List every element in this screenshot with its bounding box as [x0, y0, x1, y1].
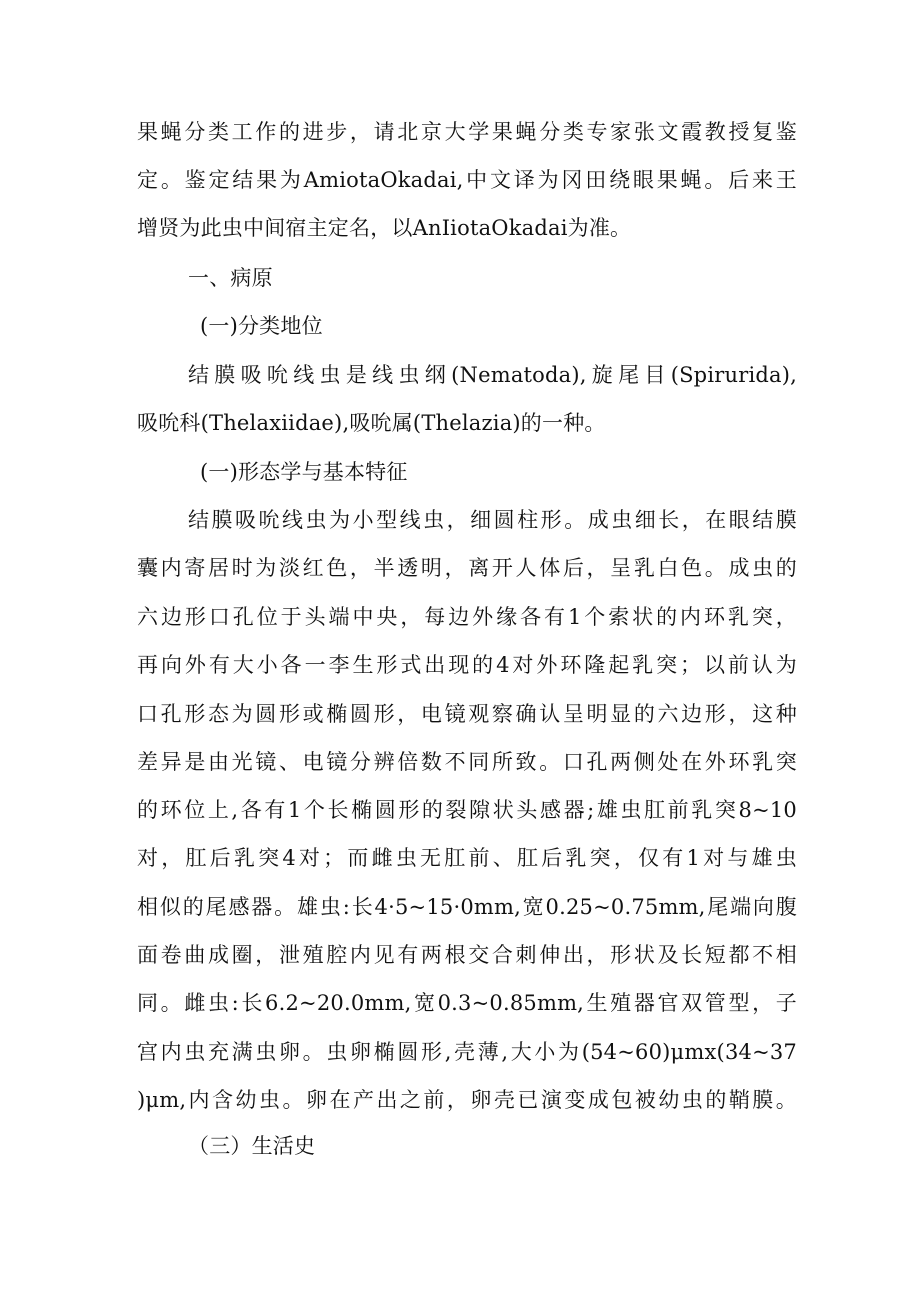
paragraph-line: 定。鉴定结果为AmiotaOkadai,中文译为冈田绕眼果蝇。后来王	[137, 168, 797, 192]
paragraph-line: 增贤为此虫中间宿主定名，以AnIiotaOkadai为准。	[137, 216, 632, 240]
paragraph-line: 六边形口孔位于头端中央，每边外缘各有1个索状的内环乳突，	[137, 605, 797, 629]
paragraph-line: )μm,内含幼虫。卵在产出之前，卵壳已演变成包被幼虫的鞘膜。	[137, 1088, 797, 1112]
paragraph-line: 的环位上,各有1个长椭圆形的裂隙状头感器;雄虫肛前乳突8~10	[137, 798, 797, 822]
paragraph-line: 宫内虫充满虫卵。虫卵椭圆形,壳薄,大小为(54~60)μmx(34~37	[137, 1040, 797, 1064]
paragraph-line: 同。雌虫:长6.2~20.0mm,宽0.3~0.85mm,生殖器官双管型，子	[137, 991, 797, 1015]
paragraph-line: 面卷曲成圈，泄殖腔内见有两根交合刺伸出，形状及长短都不相	[137, 943, 797, 967]
subsection-heading: （三）生活史	[188, 1134, 316, 1158]
subsection-heading: (一)形态学与基本特征	[200, 460, 408, 484]
paragraph-line: 对，肛后乳突4对；而雌虫无肛前、肛后乳突，仅有1对与雄虫	[137, 846, 797, 870]
paragraph-line: 相似的尾感器。雄虫:长4·5~15·0mm,宽0.25~0.75mm,尾端向腹	[137, 895, 797, 919]
section-heading: 一、病原	[188, 266, 273, 290]
paragraph-line: 口孔形态为圆形或椭圆形，电镜观察确认呈明显的六边形，这种	[137, 702, 797, 726]
paragraph-line: 结膜吸吮线虫为小型线虫，细圆柱形。成虫细长，在眼结膜	[188, 508, 797, 532]
paragraph-line: 吸吮科(Thelaxiidae),吸吮属(Thelazia)的一种。	[137, 411, 606, 435]
paragraph-line: 囊内寄居时为淡红色，半透明，离开人体后，呈乳白色。成虫的	[137, 556, 797, 580]
paragraph-line: 差异是由光镜、电镜分辨倍数不同所致。口孔两侧处在外环乳突	[137, 750, 797, 774]
paragraph-line: 再向外有大小各一李生形式出现的4对外环隆起乳突；以前认为	[137, 653, 797, 677]
paragraph-line: 果蝇分类工作的进步，请北京大学果蝇分类专家张文霞教授复鉴	[137, 120, 797, 144]
paragraph-line: 结膜吸吮线虫是线虫纲(Nematoda),旋尾目(Spirurida),	[188, 363, 797, 387]
subsection-heading: (一)分类地位	[200, 314, 323, 338]
